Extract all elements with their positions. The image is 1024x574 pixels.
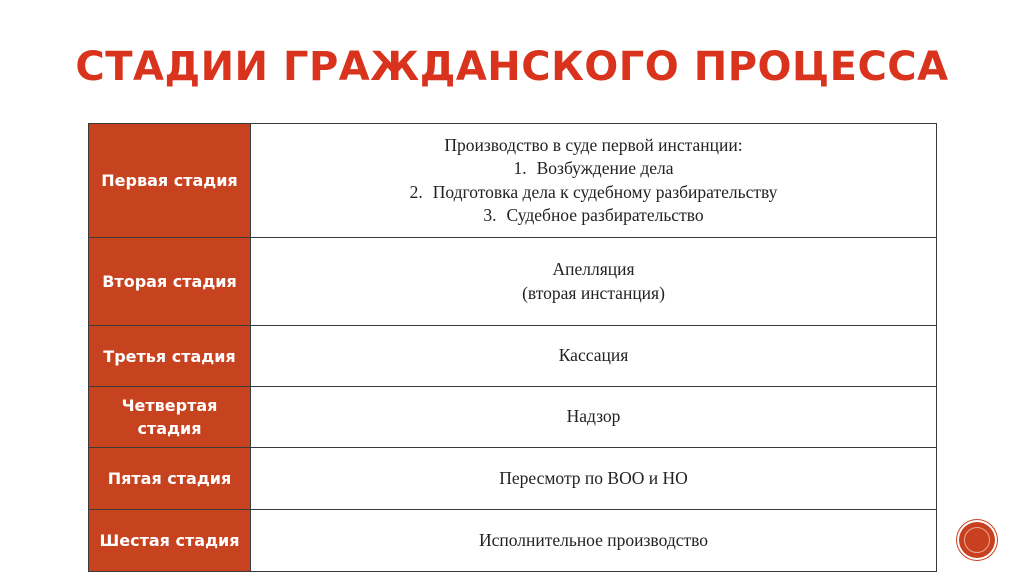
stage-line: Апелляция <box>552 259 635 279</box>
table-row <box>89 510 937 572</box>
list-item-text: Подготовка дела к судебному разбирательству <box>432 181 778 202</box>
list-item <box>251 181 936 205</box>
stage-label: Первая стадия <box>89 124 251 238</box>
page-title: СТАДИИ ГРАЖДАНСКОГО ПРОЦЕССА <box>75 44 949 90</box>
table-row <box>89 326 937 387</box>
list-item-number: 1. <box>513 158 527 178</box>
table-row <box>89 124 937 238</box>
stage-line: Исполнительное производство <box>478 529 709 550</box>
table-row <box>89 448 937 510</box>
stage-line: Надзор <box>566 406 621 427</box>
stage-label-line: Четвертая <box>121 396 218 415</box>
stage-label: Третья стадия <box>89 326 251 387</box>
list-item <box>251 157 936 181</box>
stage-line: Кассация <box>558 345 629 366</box>
table-row <box>89 387 937 448</box>
table-row <box>89 238 937 326</box>
stage-label: Пятая стадия <box>89 448 251 510</box>
stage-description <box>251 387 937 448</box>
stage-label: Вторая стадия <box>89 238 251 326</box>
list-item <box>251 204 936 228</box>
stage-description <box>251 238 937 326</box>
stage-line: (вторая инстанция) <box>522 282 665 303</box>
list-item-number: 2. <box>409 181 423 202</box>
list-item-text: Возбуждение дела <box>536 158 674 178</box>
list-item-number: 3. <box>483 205 497 225</box>
stage-heading: Производство в суде первой инстанции: <box>444 134 743 155</box>
stage-description <box>251 510 937 572</box>
stage-label <box>89 387 251 448</box>
stage-line: Пересмотр по ВОО и НО <box>499 467 688 488</box>
list-item-text: Судебное разбирательство <box>506 205 704 225</box>
stage-description <box>251 124 937 238</box>
stage-description <box>251 326 937 387</box>
stage-label-line: стадия <box>137 419 202 438</box>
circle-button-icon[interactable] <box>959 522 995 558</box>
stage-description <box>251 448 937 510</box>
stages-table <box>88 123 937 572</box>
stage-label: Шестая стадия <box>89 510 251 572</box>
